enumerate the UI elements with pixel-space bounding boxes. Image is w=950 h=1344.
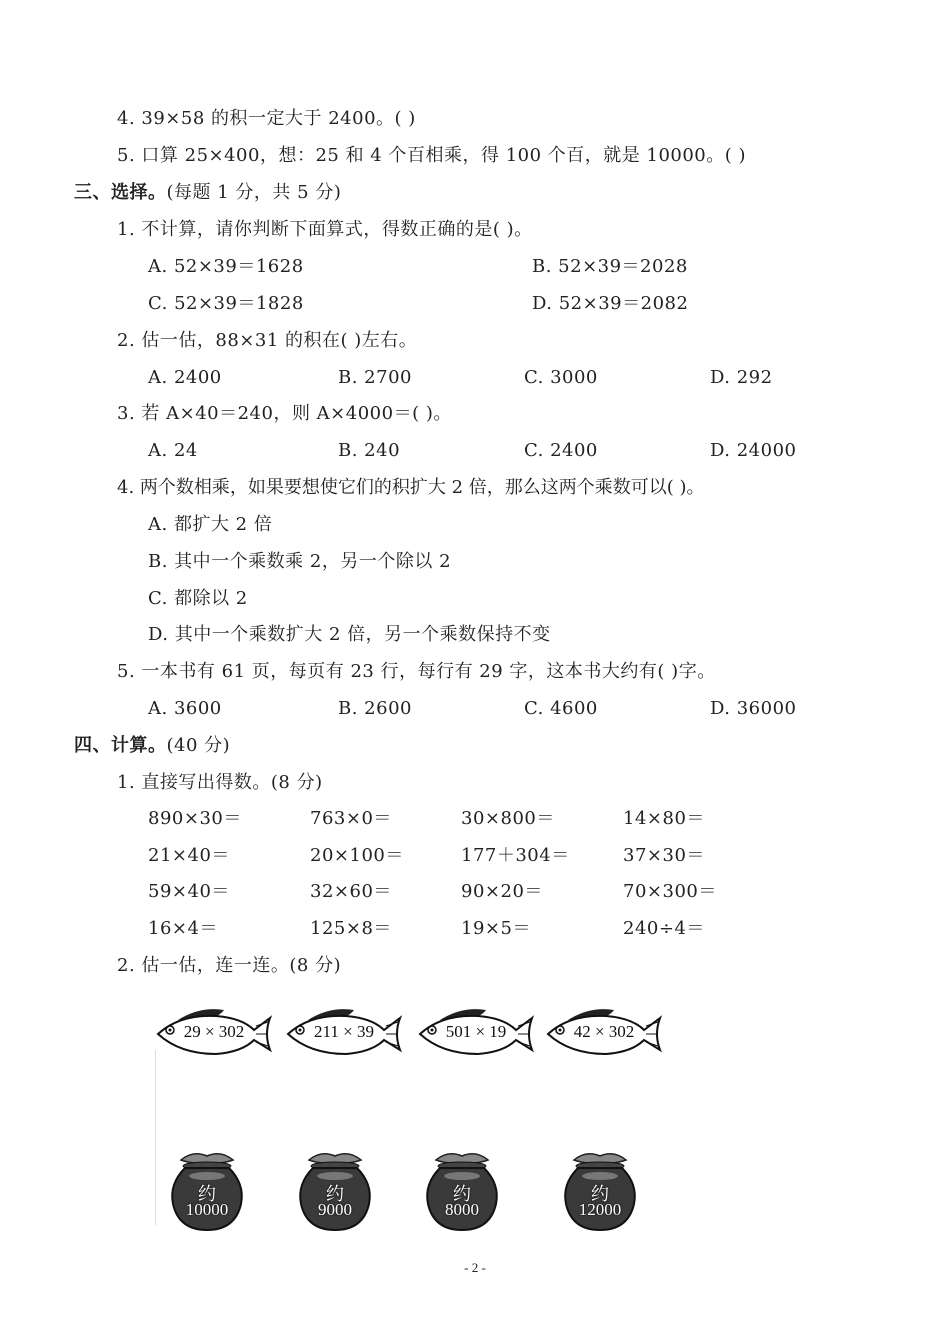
section-title: 四、计算。 xyxy=(74,735,167,756)
calc-cell: 70×300＝ xyxy=(623,881,717,902)
fish-label: 42 × 302 xyxy=(573,1022,635,1041)
choice-q3-option-d: D. 24000 xyxy=(710,440,797,461)
choice-q3-option-b: B. 240 xyxy=(338,440,401,461)
calc-cell: 16×4＝ xyxy=(148,918,218,939)
choice-q4-option-d: D. 其中一个乘数扩大 2 倍，另一个乘数保持不变 xyxy=(148,624,551,645)
calc-cell: 59×40＝ xyxy=(148,881,230,902)
choice-q5-option-c: C. 4600 xyxy=(524,698,598,719)
section-title: 三、选择。 xyxy=(74,182,167,203)
page-number: - 2 - xyxy=(464,1260,486,1275)
pot-prefix: 约 xyxy=(453,1184,471,1204)
choice-q1-option-a: A. 52×39＝1628 xyxy=(148,256,304,277)
pot-answer-3[interactable] xyxy=(422,1150,502,1232)
choice-q1-option-d: D. 52×39＝2082 xyxy=(532,293,689,314)
calc-cell: 90×20＝ xyxy=(461,881,543,902)
calc-cell: 21×40＝ xyxy=(148,845,230,866)
pot-value: 8000 xyxy=(445,1200,479,1219)
section-note: (40 分) xyxy=(166,735,231,756)
judge-item-5: 5. 口算 25×400，想：25 和 4 个百相乘，得 100 个百，就是 10000。( ) xyxy=(117,145,747,166)
choice-q2-option-b: B. 2700 xyxy=(338,367,412,388)
calc-cell: 32×60＝ xyxy=(310,881,392,902)
choice-q4-option-b: B. 其中一个乘数乘 2，另一个除以 2 xyxy=(148,551,452,572)
choice-q5-option-b: B. 2600 xyxy=(338,698,412,719)
section-calc-heading xyxy=(74,735,230,757)
pot-value: 9000 xyxy=(318,1200,352,1219)
pot-prefix: 约 xyxy=(326,1184,344,1204)
choice-q3-stem: 3. 若 A×40＝240，则 A×4000＝( )。 xyxy=(117,403,452,424)
choice-q3-option-c: C. 2400 xyxy=(524,440,598,461)
calc-cell: 125×8＝ xyxy=(310,918,392,939)
choice-q5-stem: 5. 一本书有 61 页，每页有 23 行，每行有 29 字，这本书大约有( )字。 xyxy=(117,661,716,682)
calc-cell: 30×800＝ xyxy=(461,808,555,829)
pot-answer-2[interactable] xyxy=(295,1150,375,1232)
calc-cell: 240÷4＝ xyxy=(623,918,705,939)
choice-q2-option-c: C. 3000 xyxy=(524,367,598,388)
calc-cell: 14×80＝ xyxy=(623,808,705,829)
calc-cell: 177＋304＝ xyxy=(461,845,570,866)
pot-prefix: 约 xyxy=(591,1184,609,1204)
choice-q5-option-d: D. 36000 xyxy=(710,698,797,719)
fish-expression-4[interactable] xyxy=(540,1000,668,1066)
fish-expression-3[interactable] xyxy=(412,1000,540,1066)
section-choice-heading xyxy=(74,182,341,204)
pot-value: 12000 xyxy=(578,1200,622,1219)
pot-value: 10000 xyxy=(185,1200,229,1219)
fish-expression-2[interactable] xyxy=(280,1000,408,1066)
choice-q5-option-a: A. 3600 xyxy=(148,698,222,719)
fish-label: 501 × 19 xyxy=(445,1022,507,1041)
calc-cell: 763×0＝ xyxy=(310,808,392,829)
choice-q4-option-a: A. 都扩大 2 倍 xyxy=(148,514,273,535)
choice-q2-stem: 2. 估一估，88×31 的积在( )左右。 xyxy=(117,330,418,351)
calc-cell: 20×100＝ xyxy=(310,845,404,866)
choice-q4-option-c: C. 都除以 2 xyxy=(148,588,248,609)
fish-label: 29 × 302 xyxy=(183,1022,245,1041)
fish-label: 211 × 39 xyxy=(314,1022,374,1041)
fish-expression-1[interactable] xyxy=(150,1000,278,1066)
judge-item-4: 4. 39×58 的积一定大于 2400。( ) xyxy=(117,108,416,129)
choice-q3-option-a: A. 24 xyxy=(148,440,198,461)
pot-answer-1[interactable] xyxy=(167,1150,247,1232)
calc-q2-stem: 2. 估一估，连一连。(8 分) xyxy=(117,955,342,976)
pot-answer-4[interactable] xyxy=(560,1150,640,1232)
section-note: (每题 1 分，共 5 分) xyxy=(166,182,342,203)
pot-prefix: 约 xyxy=(198,1184,216,1204)
calc-q1-stem: 1. 直接写出得数。(8 分) xyxy=(117,772,323,793)
choice-q4-stem: 4. 两个数相乘，如果要想使它们的积扩大 2 倍，那么这两个乘数可以( )。 xyxy=(117,477,705,498)
choice-q1-option-c: C. 52×39＝1828 xyxy=(148,293,304,314)
calc-cell: 19×5＝ xyxy=(461,918,531,939)
calc-cell: 890×30＝ xyxy=(148,808,242,829)
divider xyxy=(155,1050,156,1225)
choice-q1-stem: 1. 不计算，请你判断下面算式，得数正确的是( )。 xyxy=(117,219,533,240)
choice-q2-option-a: A. 2400 xyxy=(148,367,222,388)
calc-cell: 37×30＝ xyxy=(623,845,705,866)
choice-q1-option-b: B. 52×39＝2028 xyxy=(532,256,688,277)
choice-q2-option-d: D. 292 xyxy=(710,367,773,388)
